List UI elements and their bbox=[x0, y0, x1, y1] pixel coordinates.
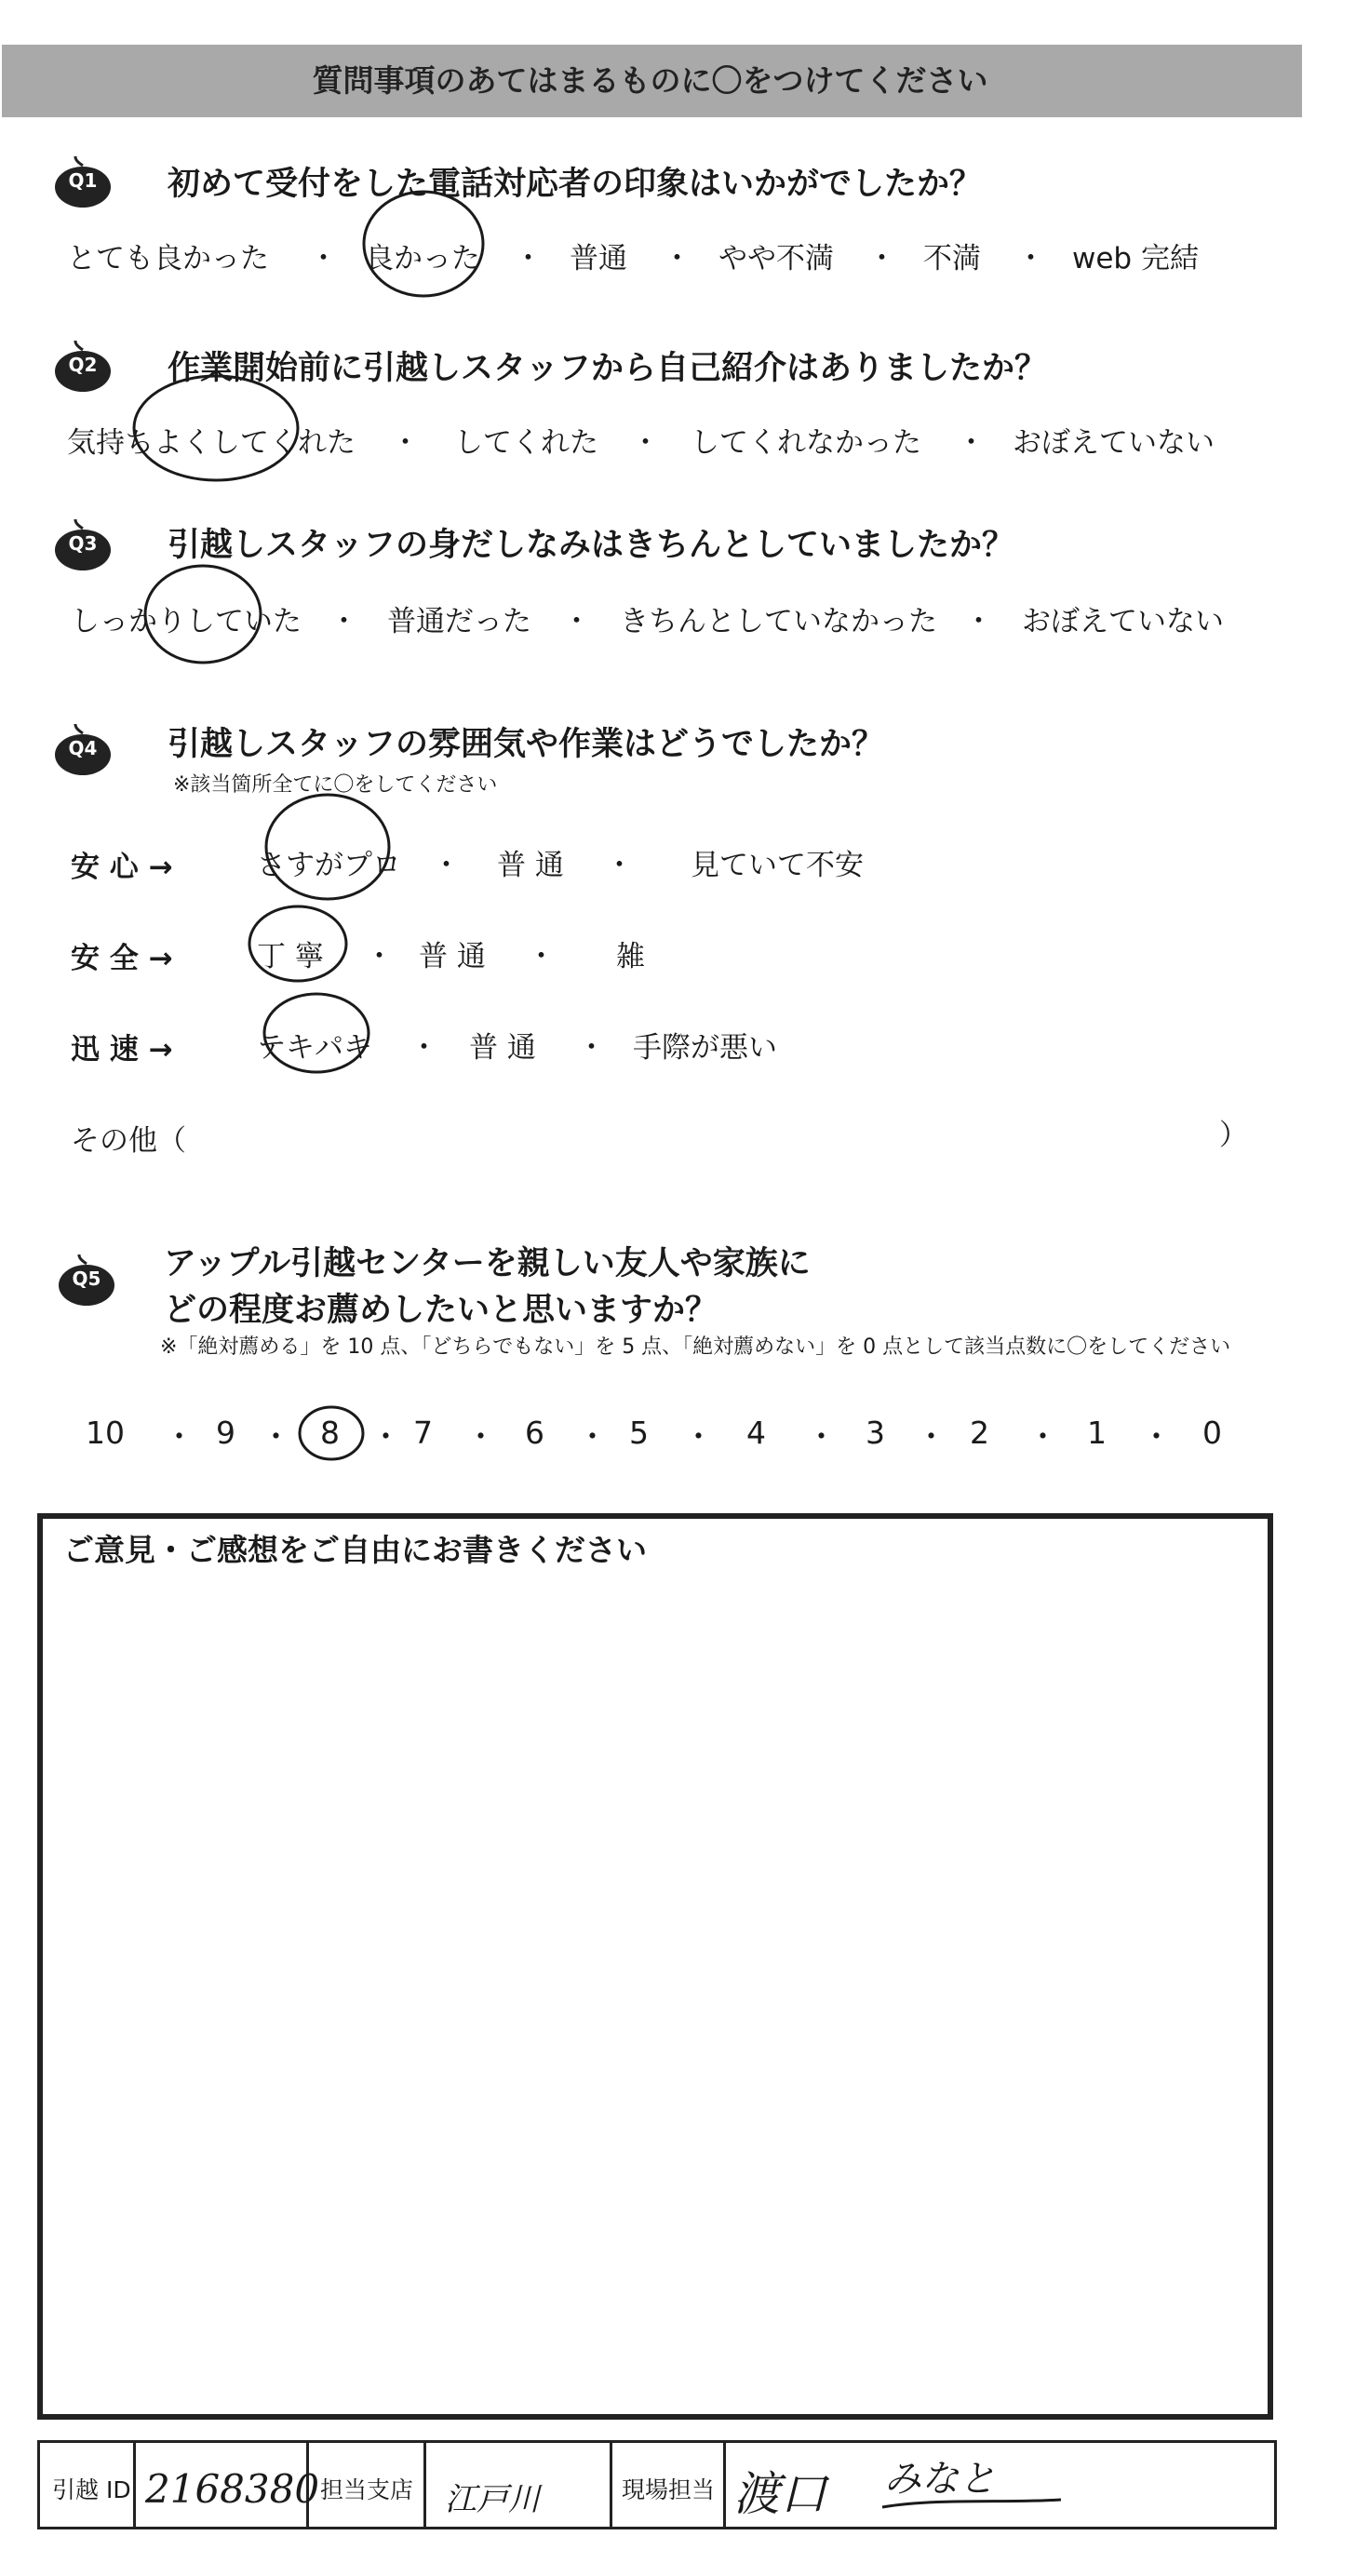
separator-dot: ・ bbox=[432, 849, 461, 882]
q2-option-did[interactable]: してくれた bbox=[454, 426, 598, 460]
q4-option-quick[interactable]: テキパキ bbox=[257, 1031, 372, 1065]
separator-dot: ・ bbox=[683, 1418, 714, 1455]
q1-option-normal[interactable]: 普通 bbox=[570, 242, 627, 275]
score-0[interactable]: 0 bbox=[1202, 1415, 1222, 1451]
score-9[interactable]: 9 bbox=[216, 1415, 235, 1451]
q2-option-pleasant[interactable]: 気持ちよくしてくれた bbox=[67, 426, 356, 460]
q4-option-careful[interactable]: 丁 寧 bbox=[257, 940, 324, 973]
move-id-value[interactable]: 2168380 bbox=[145, 2466, 320, 2512]
separator-dot: ・ bbox=[916, 1418, 947, 1455]
q5-title-line1: アップル引越センターを親しい友人や家族に bbox=[164, 1245, 811, 1282]
q3-option-neat[interactable]: しっかりしていた bbox=[71, 605, 302, 638]
score-4[interactable]: 4 bbox=[746, 1415, 766, 1451]
q4-option-anxious[interactable]: 見ていて不安 bbox=[691, 849, 864, 882]
separator-dot: ・ bbox=[577, 1031, 606, 1065]
staff-label: 現場担当 bbox=[622, 2476, 716, 2503]
q5-badge bbox=[58, 1254, 115, 1310]
separator-dot: ・ bbox=[514, 242, 543, 275]
q4-option-normal-3[interactable]: 普 通 bbox=[469, 1031, 536, 1065]
separator-dot: ・ bbox=[605, 849, 634, 882]
q4-option-normal-2[interactable]: 普 通 bbox=[419, 940, 486, 973]
separator-dot: ・ bbox=[562, 605, 591, 638]
separator-dot: ・ bbox=[527, 940, 556, 973]
q1-badge-label: Q1 bbox=[68, 169, 98, 192]
q5-note: ※「絶対薦める」を 10 点、「どちらでもない」を 5 点、「絶対薦めない」を 0 点として該当点数に〇をしてください bbox=[160, 1335, 1231, 1359]
q1-option-dissatisfied[interactable]: 不満 bbox=[923, 242, 981, 275]
q5-badge-label: Q5 bbox=[72, 1268, 101, 1290]
q2-title: 作業開始前に引越しスタッフから自己紹介はありましたか？ bbox=[168, 350, 1048, 387]
separator-dot: ・ bbox=[261, 1418, 291, 1455]
q1-option-very-good[interactable]: とても良かった bbox=[67, 242, 269, 275]
separator-dot: ・ bbox=[409, 1031, 438, 1065]
q4-category-safety: 安 全 → bbox=[71, 942, 173, 975]
q4-title: 引越しスタッフの雰囲気や作業はどうでしたか？ bbox=[168, 726, 885, 763]
q4-option-professional[interactable]: さすがプロ bbox=[257, 849, 401, 882]
separator-dot: ・ bbox=[1027, 1418, 1058, 1455]
separator-dot: ・ bbox=[465, 1418, 496, 1455]
q4-option-normal-1[interactable]: 普 通 bbox=[497, 849, 564, 882]
q2-option-did-not[interactable]: してくれなかった bbox=[691, 426, 921, 460]
separator-dot: ・ bbox=[329, 605, 358, 638]
q1-option-web[interactable]: web 完結 bbox=[1072, 242, 1199, 275]
q4-option-clumsy[interactable]: 手際が悪い bbox=[633, 1031, 777, 1065]
separator-dot: ・ bbox=[365, 940, 394, 973]
branch-value[interactable]: 江戸川 bbox=[445, 2481, 540, 2518]
separator-dot: ・ bbox=[631, 426, 660, 460]
separator-dot: ・ bbox=[309, 242, 338, 275]
q1-title: 初めて受付をした電話対応者の印象はいかがでしたか？ bbox=[168, 166, 983, 203]
separator-dot: ・ bbox=[957, 426, 986, 460]
score-7[interactable]: 7 bbox=[413, 1415, 433, 1451]
move-id-label: 引越 ID bbox=[52, 2476, 131, 2503]
separator-dot: ・ bbox=[370, 1418, 401, 1455]
q4-other-label: その他（ bbox=[71, 1124, 186, 1158]
page-title: 質問事項のあてはまるものに〇をつけてください bbox=[312, 62, 988, 99]
score-1[interactable]: 1 bbox=[1087, 1415, 1107, 1451]
q3-badge bbox=[54, 519, 112, 575]
q3-option-dont-remember[interactable]: おぼえていない bbox=[1022, 605, 1224, 638]
separator-dot: ・ bbox=[806, 1418, 837, 1455]
score-5[interactable]: 5 bbox=[629, 1415, 649, 1451]
separator-dot: ・ bbox=[577, 1418, 608, 1455]
q1-option-good[interactable]: 良かった bbox=[365, 242, 480, 275]
q3-badge-label: Q3 bbox=[68, 532, 98, 555]
comments-label: ご意見・ご感想をご自由にお書きください bbox=[63, 1532, 647, 1568]
score-8[interactable]: 8 bbox=[320, 1415, 340, 1451]
q1-option-slightly-dissatisfied[interactable]: やや不満 bbox=[718, 242, 834, 275]
score-10[interactable]: 10 bbox=[86, 1415, 125, 1451]
q2-option-dont-remember[interactable]: おぼえていない bbox=[1013, 426, 1215, 460]
separator-dot: ・ bbox=[391, 426, 420, 460]
separator-dot: ・ bbox=[1016, 242, 1045, 275]
separator-dot: ・ bbox=[663, 242, 691, 275]
q4-other-close: ） bbox=[1219, 1119, 1248, 1152]
q4-note: ※該当箇所全てに〇をしてください bbox=[173, 773, 498, 797]
q3-title: 引越しスタッフの身だしなみはきちんとしていましたか？ bbox=[168, 527, 1015, 564]
staff-value-1[interactable]: 渡口 bbox=[733, 2467, 826, 2521]
staff-value-2[interactable]: みなと bbox=[884, 2458, 996, 2501]
score-3[interactable]: 3 bbox=[866, 1415, 885, 1451]
q4-badge-label: Q4 bbox=[68, 737, 98, 759]
q4-category-safety-feel: 安 心 → bbox=[71, 851, 173, 884]
q2-badge bbox=[54, 341, 112, 396]
q3-option-normal[interactable]: 普通だった bbox=[387, 605, 531, 638]
q5-title-line2: どの程度お薦めしたいと思いますか？ bbox=[164, 1292, 718, 1329]
score-6[interactable]: 6 bbox=[525, 1415, 544, 1451]
separator-dot: ・ bbox=[867, 242, 896, 275]
q4-category-speed: 迅 速 → bbox=[71, 1033, 173, 1067]
q4-other-input[interactable] bbox=[205, 1117, 1210, 1154]
branch-label: 担当支店 bbox=[320, 2476, 414, 2503]
q4-badge bbox=[54, 724, 112, 780]
separator-dot: ・ bbox=[1141, 1418, 1172, 1455]
score-2[interactable]: 2 bbox=[970, 1415, 989, 1451]
q4-option-sloppy[interactable]: 雑 bbox=[616, 940, 645, 973]
q1-badge bbox=[54, 156, 112, 212]
q3-option-not-neat[interactable]: きちんとしていなかった bbox=[620, 605, 937, 638]
comments-box[interactable] bbox=[37, 1513, 1273, 2420]
separator-dot: ・ bbox=[164, 1418, 195, 1455]
q2-badge-label: Q2 bbox=[68, 354, 98, 376]
separator-dot: ・ bbox=[964, 605, 993, 638]
